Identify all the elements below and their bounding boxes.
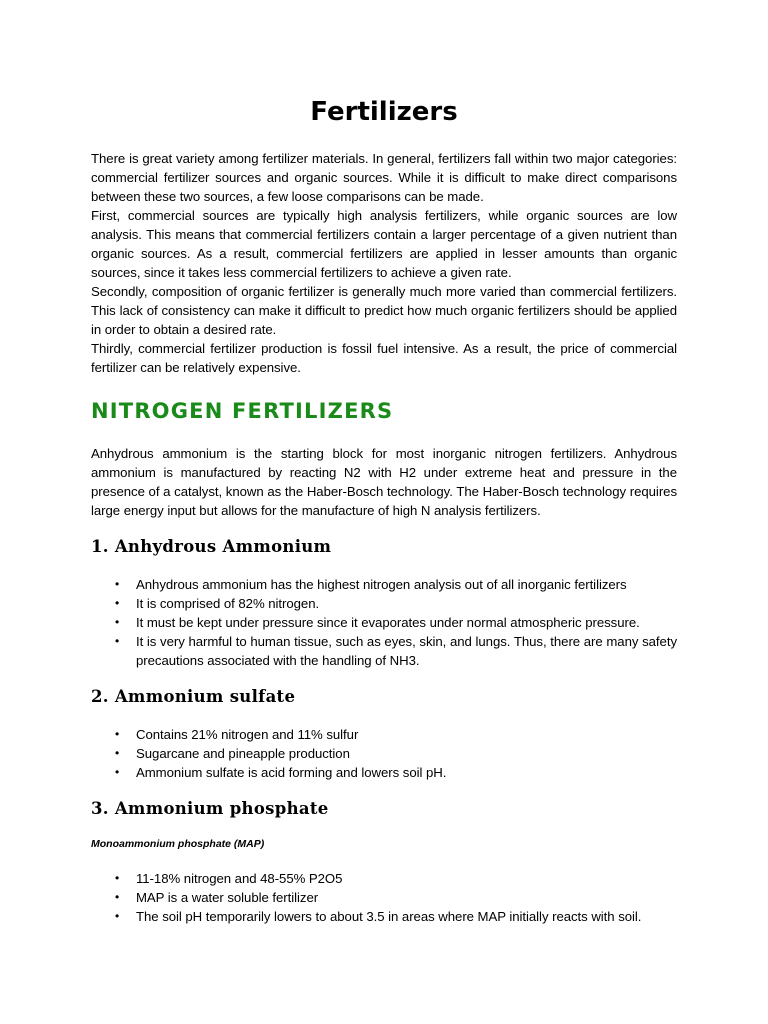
list-item-text: Ammonium sulfate is acid forming and lowers soil pH. (136, 765, 447, 780)
list-item-text: MAP is a water soluble fertilizer (136, 890, 319, 905)
page-title: Fertilizers (310, 97, 458, 127)
list-item (91, 575, 677, 594)
intro-paragraph-1: There is great variety among fertilizer materials. In general, fertilizers fall within two major categories: commercial fertilizer sources and organic sources. While it is difficult to make direct comparisons between these two sources, a few loose comparisons can be made. (91, 151, 677, 204)
list-item (91, 725, 677, 744)
list-item-text: Sugarcane and pineapple production (136, 746, 350, 761)
section-title: Anhydrous Ammonium (114, 537, 332, 556)
list-item-text: 11-18% nitrogen and 48-55% P2O5 (136, 871, 343, 886)
list-item-text: It is very harmful to human tissue, such as eyes, skin, and lungs. Thus, there are many safety precautions associated with the handling of NH3. (136, 634, 677, 668)
bullet-icon: • (115, 577, 120, 591)
ammonium-sulfate-list (91, 725, 677, 782)
intro-paragraph-4: Thirdly, commercial fertilizer production is fossil fuel intensive. As a result, the price of commercial fertilizer can be relatively expensive. (91, 341, 677, 375)
list-item-text: It must be kept under pressure since it evaporates under normal atmospheric pressure. (136, 615, 640, 630)
list-item (91, 744, 677, 763)
section-number: 1. (91, 537, 109, 556)
section-number: 2. (91, 687, 109, 706)
list-item (91, 907, 677, 926)
intro-paragraph-3: Secondly, composition of organic fertilizer is generally much more varied than commercial fertilizers. This lack of consistency can make it difficult to predict how much organic fertilizers should be applied in order to obtain a desired rate. (91, 284, 677, 337)
nitrogen-section-heading: NITROGEN FERTILIZERS (91, 399, 394, 423)
nitrogen-paragraph: Anhydrous ammonium is the starting block for most inorganic nitrogen fertilizers. Anhydrous ammonium is manufactured by reacting N2 with H2 under extreme heat and pressure in the presence of a catalyst, known as the Haber-Bosch technology. The Haber-Bosch technology requires large energy input but allows for the manufacture of high N analysis fertilizers. (91, 446, 677, 518)
bullet-icon: • (115, 871, 120, 885)
list-item (91, 888, 677, 907)
intro-section (91, 149, 677, 377)
bullet-icon: • (115, 596, 120, 610)
map-subheading: Monoammonium phosphate (MAP) (91, 838, 265, 850)
list-item (91, 869, 677, 888)
bullet-icon: • (115, 615, 120, 629)
list-item (91, 632, 677, 670)
section-title: Ammonium sulfate (114, 687, 296, 706)
section-heading-anhydrous-ammonium (91, 535, 331, 559)
anhydrous-ammonium-list (91, 575, 677, 670)
nitrogen-intro (91, 444, 677, 520)
section-heading-ammonium-phosphate (91, 797, 329, 821)
section-title: Ammonium phosphate (114, 799, 329, 818)
list-item-text: It is comprised of 82% nitrogen. (136, 596, 320, 611)
list-item (91, 613, 677, 632)
list-item-text: Contains 21% nitrogen and 11% sulfur (136, 727, 359, 742)
bullet-icon: • (115, 909, 120, 923)
section-heading-ammonium-sulfate (91, 685, 295, 709)
bullet-icon: • (115, 765, 120, 779)
bullet-icon: • (115, 634, 120, 648)
bullet-icon: • (115, 746, 120, 760)
intro-paragraph-2: First, commercial sources are typically high analysis fertilizers, while organic sources are low analysis. This means that commercial fertilizers contain a larger percentage of a given nutrient than organic sources. As a result, commercial fertilizers are applied in lesser amounts than organic sources, since it takes less commercial fertilizers to achieve a given rate. (91, 208, 677, 280)
ammonium-phosphate-list (91, 869, 677, 926)
list-item (91, 763, 677, 782)
list-item-text: The soil pH temporarily lowers to about 3.5 in areas where MAP initially reacts with soil. (136, 909, 642, 924)
list-item-text: Anhydrous ammonium has the highest nitrogen analysis out of all inorganic fertilizers (136, 577, 627, 592)
bullet-icon: • (115, 890, 120, 904)
bullet-icon: • (115, 727, 120, 741)
list-item (91, 594, 677, 613)
section-number: 3. (91, 799, 109, 818)
